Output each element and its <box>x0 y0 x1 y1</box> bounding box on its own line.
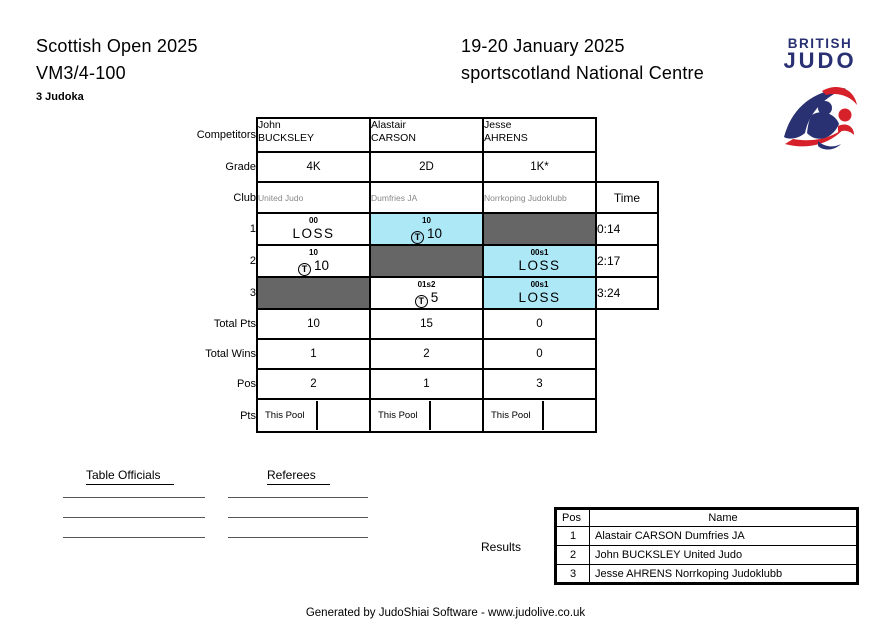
match-subscore: 10 <box>309 248 318 257</box>
total-pts-cell: 10 <box>257 309 370 339</box>
pts-cell <box>257 399 370 432</box>
competitor-name-cell <box>370 118 483 152</box>
match-row-3 <box>150 277 658 309</box>
match-cell-loss <box>257 213 370 245</box>
match-subscore: 00 <box>309 216 318 225</box>
judo-figures-icon <box>773 75 867 156</box>
competitor-last-name: AHRENS <box>484 132 528 144</box>
match-row-2 <box>150 245 658 277</box>
club-cell: Dumfries JA <box>370 182 483 213</box>
match-time: 3:24 <box>596 277 658 309</box>
win-type-icon: T <box>415 295 428 308</box>
header-center <box>461 33 704 87</box>
competitor-first-name: Alastair <box>371 119 407 131</box>
competitors-row <box>150 118 658 152</box>
total-wins-row <box>150 339 658 369</box>
win-type-icon: T <box>411 231 424 244</box>
table-officials-signature-lines <box>63 497 205 557</box>
grade-cell: 4K <box>257 152 370 182</box>
pts-empty-box <box>318 401 369 430</box>
row-label-match-3: 3 <box>150 277 257 309</box>
match-cell-loss <box>483 277 596 309</box>
empty-spacer <box>596 118 658 152</box>
table-officials-heading: Table Officials <box>86 468 174 485</box>
match-result <box>258 258 369 276</box>
signature-line <box>228 517 368 518</box>
time-column-header: Time <box>596 182 658 213</box>
match-result: LOSS <box>292 226 335 241</box>
signature-line <box>63 497 205 498</box>
match-cell-blocked <box>370 245 483 277</box>
club-row <box>150 182 658 213</box>
position-cell: 2 <box>257 369 370 399</box>
row-label-total-wins: Total Wins <box>150 339 257 369</box>
results-name: Jesse AHRENS Norrkoping Judoklubb <box>590 565 858 584</box>
match-subscore: 00s1 <box>530 248 549 257</box>
grade-cell: 2D <box>370 152 483 182</box>
match-cell-blocked <box>257 277 370 309</box>
row-label-grade: Grade <box>150 152 257 182</box>
row-label-match-2: 2 <box>150 245 257 277</box>
match-subscore: 01s2 <box>417 280 436 289</box>
match-cell-loss <box>483 245 596 277</box>
results-name-header: Name <box>590 509 858 527</box>
match-result <box>371 226 482 244</box>
pts-cell <box>483 399 596 432</box>
tournament-venue: sportscotland National Centre <box>461 63 704 83</box>
match-subscore: 10 <box>422 216 431 225</box>
empty-spacer <box>596 369 658 399</box>
competitor-first-name: John <box>258 119 281 131</box>
results-pos: 2 <box>556 546 590 565</box>
competitor-name-cell <box>483 118 596 152</box>
match-time: 2:17 <box>596 245 658 277</box>
match-result: LOSS <box>518 290 561 305</box>
this-pool-box: This Pool <box>484 401 544 430</box>
row-label-pos: Pos <box>150 369 257 399</box>
match-row-1 <box>150 213 658 245</box>
results-label: Results <box>481 540 522 554</box>
this-pool-box: This Pool <box>258 401 318 430</box>
row-label-pts: Pts <box>150 399 257 432</box>
results-name: Alastair CARSON Dumfries JA <box>590 527 858 546</box>
match-cell-blocked <box>483 213 596 245</box>
position-row <box>150 369 658 399</box>
match-points: 10 <box>313 258 330 273</box>
row-label-competitors: Competitors <box>150 118 257 152</box>
category-title: VM3/4-100 <box>36 63 126 83</box>
row-label-match-1: 1 <box>150 213 257 245</box>
match-result <box>371 290 482 308</box>
position-cell: 3 <box>483 369 596 399</box>
pts-empty-box <box>544 401 595 430</box>
referees-heading: Referees <box>267 468 330 485</box>
total-pts-row <box>150 309 658 339</box>
pts-empty-box <box>431 401 482 430</box>
results-row <box>556 565 858 584</box>
total-wins-cell: 0 <box>483 339 596 369</box>
empty-spacer <box>596 152 658 182</box>
pts-cell <box>370 399 483 432</box>
grade-row <box>150 152 658 182</box>
match-points: 10 <box>426 226 443 241</box>
competitor-last-name: BUCKSLEY <box>258 132 315 144</box>
referees-signature-lines <box>228 497 368 557</box>
signature-line <box>228 537 368 538</box>
signature-line <box>228 497 368 498</box>
tournament-dates: 19-20 January 2025 <box>461 36 625 56</box>
competitor-name-cell <box>257 118 370 152</box>
club-cell: United Judo <box>257 182 370 213</box>
this-pool-box: This Pool <box>371 401 431 430</box>
signature-line <box>63 517 205 518</box>
results-header-row <box>556 509 858 527</box>
match-cell-win <box>257 245 370 277</box>
match-subscore: 00s1 <box>530 280 549 289</box>
position-cell: 1 <box>370 369 483 399</box>
grade-cell: 1K* <box>483 152 596 182</box>
competitor-first-name: Jesse <box>484 119 512 131</box>
pool-table <box>150 117 659 433</box>
results-table <box>554 507 859 585</box>
total-wins-cell: 1 <box>257 339 370 369</box>
logo-text-british: BRITISH <box>787 36 853 51</box>
match-result: LOSS <box>518 258 561 273</box>
win-type-icon: T <box>298 263 311 276</box>
total-pts-cell: 15 <box>370 309 483 339</box>
tournament-title: Scottish Open 2025 <box>36 36 198 56</box>
results-pos: 1 <box>556 527 590 546</box>
row-label-total-pts: Total Pts <box>150 309 257 339</box>
judoka-count: 3 Judoka <box>36 91 84 103</box>
empty-spacer <box>596 399 658 432</box>
total-wins-cell: 2 <box>370 339 483 369</box>
british-judo-logo <box>773 36 867 156</box>
logo-text-judo: JUDO <box>783 48 857 73</box>
results-name: John BUCKSLEY United Judo <box>590 546 858 565</box>
results-pos: 3 <box>556 565 590 584</box>
match-cell-win <box>370 213 483 245</box>
header-left <box>36 33 198 103</box>
empty-spacer <box>596 339 658 369</box>
club-cell: Norrkoping Judoklubb <box>483 182 596 213</box>
signature-line <box>63 537 205 538</box>
generator-credit: Generated by JudoShiai Software - www.judolive.co.uk <box>305 607 586 619</box>
results-pos-header: Pos <box>556 509 590 527</box>
competitor-last-name: CARSON <box>371 132 416 144</box>
total-pts-cell: 0 <box>483 309 596 339</box>
results-row <box>556 527 858 546</box>
match-cell-win <box>370 277 483 309</box>
match-time: 0:14 <box>596 213 658 245</box>
results-row <box>556 546 858 565</box>
empty-spacer <box>596 309 658 339</box>
match-points: 5 <box>430 290 439 305</box>
row-label-club: Club <box>150 182 257 213</box>
pts-row <box>150 399 658 432</box>
